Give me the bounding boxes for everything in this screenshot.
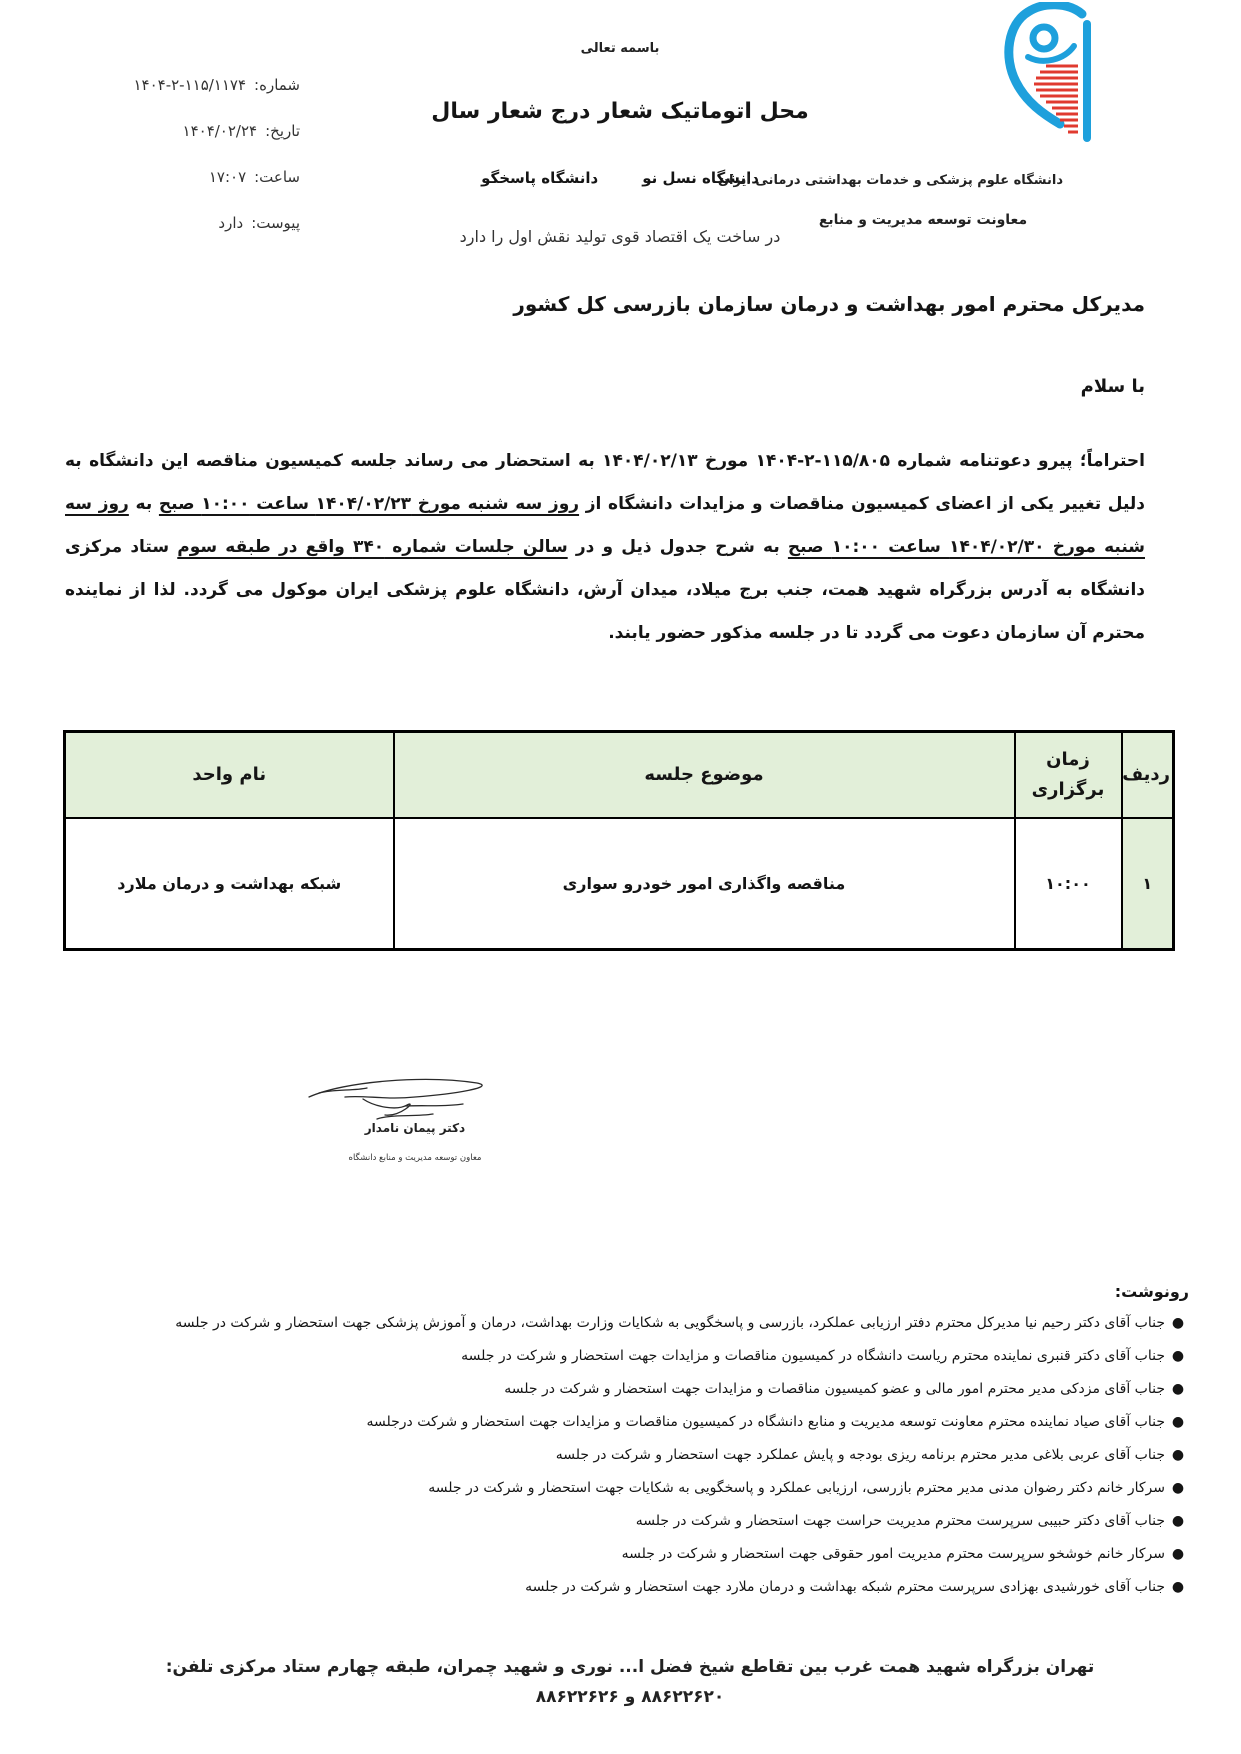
department-name: معاونت توسعه مدیریت و منابع (818, 212, 1028, 228)
motto-right: دانشگاه نسل نو (642, 169, 759, 187)
cell-row-number: ۱ (1122, 818, 1174, 950)
old-session-datetime: روز سه شنبه مورخ ۱۴۰۴/۰۲/۲۳ ساعت ۱۰:۰۰ صبح (158, 494, 580, 514)
cc-recipient: سرکار خانم دکتر رضوان مدنی مدیر محترم بازرسی، ارزیابی عملکرد و پاسخگویی به شکایات جهت استحضار و شرکت در جلسه (428, 1480, 1165, 1496)
cc-recipient: جناب آقای دکتر حبیبی سرپرست محترم مدیریت حراست جهت استحضار و شرکت در جلسه (635, 1513, 1165, 1529)
body-part-2: مورخ ۱۴۰۴/۰۲/۱۳ به استحضار می رساند جلسه کمیسیون مناقصه این دانشگاه به دلیل تغییر یکی از اعضای کمیسیون مناقصات و مزایدات دانشگاه از (65, 451, 1145, 514)
body-paragraph (65, 440, 1145, 655)
bullet-icon: ● (1171, 1513, 1185, 1529)
cc-recipient: جناب آقای دکتر قنبری نماینده محترم ریاست دانشگاه در کمیسیون مناقصات و مزایدات جهت استحضار و شرکت در جلسه (461, 1348, 1165, 1364)
list-item (55, 1343, 1191, 1369)
bismillah-heading: باسمه تعالی (580, 41, 660, 56)
signature-block (305, 1075, 525, 1195)
body-part-3: به (128, 494, 159, 514)
letter-time-label: ساعت: (254, 168, 300, 186)
cell-session-subject: مناقصه واگذاری امور خودرو سواری (394, 818, 1015, 950)
list-item (55, 1310, 1191, 1336)
header-row-number: ردیف (1122, 732, 1174, 819)
sessions-table (63, 730, 1175, 951)
bullet-icon: ● (1171, 1348, 1185, 1364)
cell-unit-name: شبکه بهداشت و درمان ملارد (65, 818, 394, 950)
bullet-icon: ● (1171, 1546, 1185, 1562)
attachment-value: دارد (218, 214, 244, 232)
cc-recipient: جناب آقای عربی بلاغی مدیر محترم برنامه ریزی بودجه و پایش عملکرد جهت استحضار و شرکت در جلسه (555, 1447, 1165, 1463)
greeting: با سلام (1080, 376, 1145, 397)
attachment-row (85, 200, 300, 246)
header-unit-name: نام واحد (65, 732, 394, 819)
university-name: دانشگاه علوم پزشکی و خدمات بهداشتی درمانی ایران (717, 173, 1063, 188)
list-item (55, 1376, 1191, 1402)
bullet-icon: ● (1171, 1579, 1185, 1595)
year-slogan-placeholder: محل اتوماتیک شعار درج شعار سال (431, 99, 809, 124)
cc-recipient: سرکار خانم خوشخو سرپرست محترم مدیریت امور حقوقی جهت استحضار و شرکت در جلسه (621, 1546, 1165, 1562)
header-session-subject: موضوع جلسه (394, 732, 1015, 819)
addressee: مدیرکل محترم امور بهداشت و درمان سازمان بازرسی کل کشور (513, 292, 1145, 316)
session-venue: سالن جلسات شماره ۳۴۰ واقع در طبقه سوم (177, 537, 568, 557)
slogan-line: در ساخت یک اقتصاد قوی تولید نقش اول را دارد (459, 227, 781, 246)
letter-number-row (85, 62, 300, 108)
cc-recipient: جناب آقای دکتر رحیم نیا مدیرکل محترم دفتر ارزیابی عملکرد، بازرسی و پاسخگویی به شکایات وزارت بهداشت، درمان و آموزش پزشکی جهت استحضار و شرکت در جلسه (175, 1315, 1165, 1331)
cc-recipient: جناب آقای خورشیدی بهزادی سرپرست محترم شبکه بهداشت و درمان ملارد جهت استحضار و شرکت در جلسه (525, 1579, 1165, 1595)
cc-list (55, 1310, 1191, 1607)
list-item (55, 1541, 1191, 1567)
university-logo-icon (998, 2, 1104, 142)
letter-date-value: ۱۴۰۴/۰۲/۲۴ (182, 122, 258, 140)
letter-date-row (85, 108, 300, 154)
cell-session-time: ۱۰:۰۰ (1015, 818, 1122, 950)
signatory-name: دکتر پیمان نامدار (364, 1121, 466, 1135)
letter-meta (85, 62, 300, 246)
invitation-ref-number: ۱۴۰۴-۲-۱۱۵/۸۰۵ (755, 451, 891, 471)
header-session-time: زمان برگزاری (1015, 732, 1122, 819)
list-item (55, 1475, 1191, 1501)
signatory-title: معاون توسعه مدیریت و منابع دانشگاه (348, 1153, 482, 1163)
attachment-label: پیوست: (251, 214, 300, 232)
letter-number-value: ۱۴۰۴-۲-۱۱۵/۱۱۷۴ (133, 76, 247, 94)
cc-title: رونوشت: (1114, 1282, 1189, 1301)
bullet-icon: ● (1171, 1381, 1185, 1397)
body-part-4: به شرح جدول ذیل و در (567, 537, 788, 557)
letter-time-value: ۱۷:۰۷ (208, 168, 247, 186)
bullet-icon: ● (1171, 1315, 1185, 1331)
table-header-row (65, 732, 1174, 819)
list-item (55, 1508, 1191, 1534)
body-part-1: احتراماً؛ پیرو دعوتنامه شماره (890, 451, 1146, 471)
list-item (55, 1409, 1191, 1435)
list-item (55, 1574, 1191, 1600)
bullet-icon: ● (1171, 1480, 1185, 1496)
letter-date-label: تاریخ: (265, 122, 300, 140)
letter-number-label: شماره: (254, 76, 300, 94)
table-row (65, 818, 1174, 950)
letter-time-row (85, 154, 300, 200)
signature-scribble (305, 1075, 525, 1195)
bullet-icon: ● (1171, 1447, 1185, 1463)
list-item (55, 1442, 1191, 1468)
footer-address: تهران بزرگراه شهید همت غرب بین تقاطع شیخ فضل ا... نوری و شهید چمران، طبقه چهارم ستاد مرکزی تلفن: ۸۸۶۲۲۶۲۰ و ۸۸۶۲۲۶۲۶ (165, 1657, 1095, 1707)
bullet-icon: ● (1171, 1414, 1185, 1430)
body-part-5: ستاد مرکزی دانشگاه به آدرس بزرگراه شهید همت، جنب برج میلاد، میدان آرش، دانشگاه علوم پزشکی ایران موکول می گردد. لذا از نماینده محترم آن سازمان دعوت می گردد تا در جلسه مذکور حضور یابند. (65, 537, 1145, 643)
new-session-datetime: روز سه شنبه مورخ ۱۴۰۴/۰۲/۳۰ ساعت ۱۰:۰۰ صبح (65, 494, 1145, 557)
cc-recipient: جناب آقای مزدکی مدیر محترم امور مالی و عضو کمیسیون مناقصات و مزایدات جهت استحضار و شرکت در جلسه (504, 1381, 1165, 1397)
cc-recipient: جناب آقای صیاد نماینده محترم معاونت توسعه مدیریت و منابع دانشگاه در کمیسیون مناقصات و مزایدات جهت استحضار و شرکت درجلسه (366, 1414, 1165, 1430)
motto-left: دانشگاه پاسخگو (481, 169, 599, 187)
